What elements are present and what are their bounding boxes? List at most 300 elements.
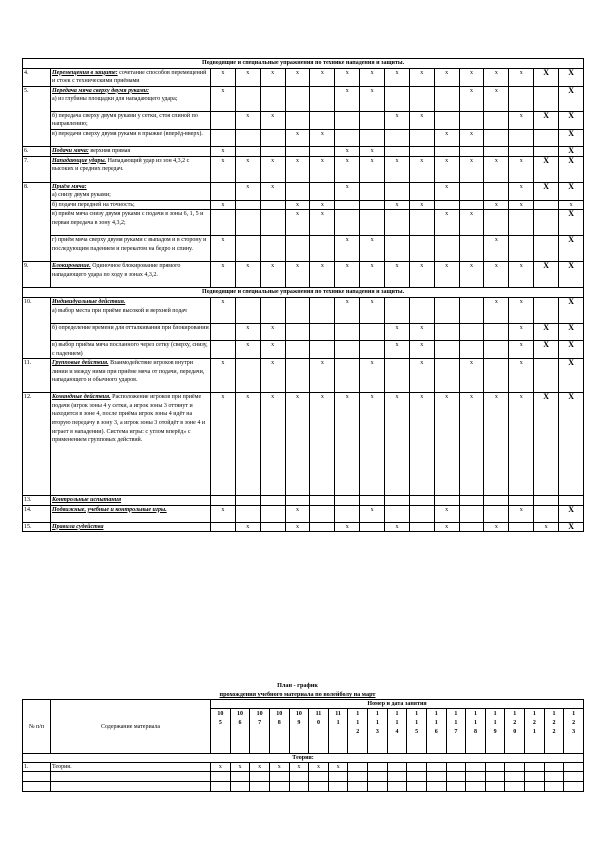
- exercise-row: [23, 68, 584, 86]
- lesson-mark: [385, 146, 410, 156]
- lesson-number: [446, 709, 466, 754]
- lesson-mark: [335, 340, 360, 358]
- row-number: 7.: [23, 156, 51, 182]
- empty-cell: [485, 772, 505, 782]
- exercise-title: Контрольные испытания: [52, 497, 122, 504]
- empty-cell: [250, 772, 270, 782]
- lesson-number-part: 11: [315, 711, 322, 717]
- lesson-mark: [434, 111, 459, 129]
- lesson-mark: [459, 236, 484, 262]
- lesson-number-part: 1: [395, 720, 399, 726]
- lesson-mark: х: [509, 200, 534, 210]
- lesson-mark: х: [459, 156, 484, 182]
- exercise-title: Правила судейства: [52, 523, 104, 530]
- lesson-mark: [385, 210, 410, 236]
- lesson-mark: х: [409, 111, 434, 129]
- lesson-mark: х: [335, 146, 360, 156]
- lesson-mark: х: [310, 129, 335, 146]
- empty-cell: [446, 772, 466, 782]
- lesson-mark: [310, 323, 335, 340]
- lesson-number-part: 1: [473, 711, 477, 717]
- exercise-content: [51, 262, 211, 288]
- lesson-mark: х: [360, 262, 385, 288]
- lesson-mark: х: [509, 68, 534, 86]
- lesson-mark: х: [235, 262, 260, 288]
- lesson-mark: [459, 200, 484, 210]
- lesson-mark: Х: [559, 262, 584, 288]
- lesson-mark: х: [484, 86, 509, 111]
- empty-cell: [51, 782, 211, 792]
- lesson-mark: х: [459, 210, 484, 236]
- exercise-description: в) выбор приёма мяча посланного через сетку (сверху, снизу, с падением): [52, 341, 208, 357]
- empty-plan-row: [23, 782, 584, 792]
- exercise-description: Расположение игроков при приёме подачи (игрок зоны 4 у сетки, а игрок зоны 3 оттянут и находится в зоне 4, после приёма игрок зоны 4 идёт на вторую передачу в зону 3, а игрок зоны 3 отойдёт в зоне 4 и играет в нападении). Система игры: с углом вперёд» с применением групповых действий.: [52, 394, 206, 444]
- empty-cell: [426, 772, 446, 782]
- lesson-number-part: 1: [493, 711, 497, 717]
- lesson-mark: х: [509, 359, 534, 393]
- lesson-mark: [285, 86, 310, 111]
- lesson-mark: х: [434, 262, 459, 288]
- lesson-mark: [409, 522, 434, 532]
- lesson-mark: х: [509, 297, 534, 323]
- lesson-mark: Х: [559, 359, 584, 393]
- lesson-mark: [260, 236, 285, 262]
- lesson-mark: [310, 146, 335, 156]
- empty-plan-row: [23, 772, 584, 782]
- lesson-mark: [434, 359, 459, 393]
- exercise-content: [51, 236, 211, 262]
- lesson-mark: х: [285, 262, 310, 288]
- lesson-mark: [385, 359, 410, 393]
- lesson-mark: х: [385, 111, 410, 129]
- empty-cell: [211, 782, 231, 792]
- row-number: 5.: [23, 86, 51, 146]
- lesson-mark: [235, 146, 260, 156]
- lesson-number-part: 6: [434, 729, 438, 735]
- lesson-number-part: 3: [572, 729, 576, 735]
- lesson-mark: х: [484, 262, 509, 288]
- lesson-mark: х: [285, 129, 310, 146]
- lesson-number-part: 1: [532, 729, 536, 735]
- lesson-mark: х: [260, 340, 285, 358]
- lesson-number-part: 1: [572, 711, 576, 717]
- lesson-number-part: 1: [454, 711, 458, 717]
- march-schedule-table: [22, 699, 584, 792]
- lesson-mark: [466, 763, 486, 772]
- lesson-mark: [360, 182, 385, 200]
- lesson-number-part: 0: [513, 729, 517, 735]
- lesson-mark: х: [484, 68, 509, 86]
- lesson-mark: х: [285, 156, 310, 182]
- lesson-mark: х: [310, 156, 335, 182]
- lesson-mark: Х: [559, 182, 584, 200]
- lesson-mark: х: [409, 323, 434, 340]
- lesson-number-part: 5: [415, 729, 419, 735]
- exercise-title: Командные действия.: [52, 394, 111, 401]
- exercise-row: [23, 86, 584, 111]
- empty-cell: [466, 782, 486, 792]
- exercise-row: [23, 111, 584, 129]
- lesson-number-part: 1: [513, 711, 517, 717]
- lesson-mark: [534, 146, 559, 156]
- lesson-mark: [484, 496, 509, 506]
- lesson-mark: [434, 200, 459, 210]
- dates-header: Номер и дата занятия: [211, 700, 584, 709]
- lesson-mark: Х: [534, 111, 559, 129]
- exercise-row: [23, 393, 584, 496]
- lesson-number-part: 4: [395, 729, 399, 735]
- lesson-mark: [409, 129, 434, 146]
- lesson-mark: [260, 86, 285, 111]
- lesson-mark: [285, 297, 310, 323]
- lesson-mark: х: [211, 68, 236, 86]
- lesson-mark: [446, 763, 466, 772]
- lesson-mark: [360, 200, 385, 210]
- lesson-number-part: 7: [258, 720, 262, 726]
- lesson-mark: х: [409, 262, 434, 288]
- lesson-mark: [385, 182, 410, 200]
- lesson-number: [505, 709, 525, 754]
- exercise-row: [23, 156, 584, 182]
- content-header: Содержание материала: [51, 700, 211, 754]
- lesson-mark: х: [484, 236, 509, 262]
- lesson-mark: х: [260, 262, 285, 288]
- lesson-mark: [360, 522, 385, 532]
- section-header-row: [23, 288, 584, 298]
- lesson-mark: [459, 297, 484, 323]
- lesson-mark: [525, 763, 545, 772]
- lesson-number: [426, 709, 446, 754]
- empty-cell: [368, 782, 388, 792]
- lesson-mark: [335, 359, 360, 393]
- lesson-mark: [484, 146, 509, 156]
- lesson-number-part: 1: [473, 720, 477, 726]
- lesson-mark: х: [310, 359, 335, 393]
- lesson-mark: [407, 763, 427, 772]
- lesson-mark: х: [211, 156, 236, 182]
- lesson-number: [466, 709, 486, 754]
- exercise-content: [51, 156, 211, 182]
- lesson-mark: [310, 522, 335, 532]
- exercise-description: Нападающий удар из зон 4,3,2 с высоких и средних передач.: [52, 157, 190, 173]
- empty-cell: [269, 782, 289, 792]
- lesson-mark: [534, 297, 559, 323]
- lesson-mark: х: [285, 522, 310, 532]
- lesson-mark: х: [260, 323, 285, 340]
- exercise-row: [23, 236, 584, 262]
- lesson-number-part: 2: [572, 720, 576, 726]
- lesson-mark: х: [360, 146, 385, 156]
- lesson-mark: х: [360, 236, 385, 262]
- lesson-mark: [484, 359, 509, 393]
- exercise-content: [51, 129, 211, 146]
- lesson-mark: [484, 340, 509, 358]
- lesson-number-part: 8: [277, 720, 281, 726]
- exercise-row: [23, 359, 584, 393]
- training-exercises-table: [22, 58, 584, 532]
- lesson-mark: [434, 297, 459, 323]
- exercise-description: Взаимодействие игроков внутри линии и между ними при приёме мяча от подачи, передачи, нападающего и обычного ударов.: [52, 360, 205, 384]
- lesson-mark: х: [230, 763, 250, 772]
- lesson-mark: [360, 129, 385, 146]
- lesson-number-part: 1: [532, 711, 536, 717]
- lesson-mark: [260, 210, 285, 236]
- lesson-mark: [509, 236, 534, 262]
- lesson-number: [269, 709, 289, 754]
- exercise-row: [23, 262, 584, 288]
- lesson-number-part: 3: [375, 729, 379, 735]
- lesson-mark: [409, 86, 434, 111]
- lesson-mark: х: [459, 262, 484, 288]
- lesson-mark: [310, 86, 335, 111]
- exercise-description: сочетание способов перемещений и стоек с техническими приёмами: [52, 69, 207, 85]
- lesson-mark: [459, 522, 484, 532]
- lesson-mark: [459, 111, 484, 129]
- empty-cell: [407, 782, 427, 792]
- lesson-mark: х: [335, 393, 360, 496]
- empty-cell: [387, 772, 407, 782]
- empty-cell: [544, 782, 564, 792]
- lesson-number: [407, 709, 427, 754]
- lesson-number: [485, 709, 505, 754]
- empty-cell: [426, 782, 446, 792]
- lesson-mark: х: [211, 86, 236, 111]
- theory-header-row: [23, 754, 584, 763]
- lesson-mark: х: [335, 86, 360, 111]
- empty-cell: [23, 772, 51, 782]
- lesson-mark: [385, 496, 410, 506]
- lesson-number-part: 2: [513, 720, 517, 726]
- exercise-row: [23, 496, 584, 506]
- lesson-mark: х: [484, 200, 509, 210]
- lesson-mark: х: [211, 359, 236, 393]
- lesson-number-part: 2: [532, 720, 536, 726]
- exercise-title: Приём мяча:: [52, 183, 87, 190]
- lesson-mark: Х: [559, 323, 584, 340]
- lesson-number: [309, 709, 329, 754]
- lesson-number-part: 5: [218, 720, 222, 726]
- lesson-mark: х: [211, 236, 236, 262]
- lesson-mark: х: [409, 200, 434, 210]
- lesson-mark: [285, 359, 310, 393]
- lesson-number-part: 1: [415, 711, 419, 717]
- lesson-mark: х: [211, 505, 236, 522]
- lesson-mark: [385, 505, 410, 522]
- lesson-mark: Х: [559, 297, 584, 323]
- exercise-title: Подачи мяча:: [52, 147, 89, 154]
- lesson-number-part: 1: [356, 711, 360, 717]
- lesson-mark: х: [459, 393, 484, 496]
- lesson-number: [211, 709, 231, 754]
- lesson-mark: [509, 496, 534, 506]
- lesson-mark: [385, 86, 410, 111]
- lesson-number-part: 2: [552, 729, 556, 735]
- lesson-mark: [409, 297, 434, 323]
- lesson-mark: [534, 505, 559, 522]
- empty-cell: [525, 772, 545, 782]
- lesson-mark: х: [260, 393, 285, 496]
- exercise-row: [23, 200, 584, 210]
- lesson-number-part: 0: [316, 720, 320, 726]
- lesson-number-part: 1: [336, 720, 340, 726]
- lesson-mark: х: [509, 182, 534, 200]
- lesson-mark: х: [484, 297, 509, 323]
- lesson-mark: [285, 182, 310, 200]
- lesson-mark: [211, 111, 236, 129]
- exercise-description: б) определение времени для отталкивания при блокировании: [52, 324, 209, 331]
- exercise-content: [51, 505, 211, 522]
- lesson-mark: х: [211, 763, 231, 772]
- lesson-mark: х: [289, 763, 309, 772]
- exercise-row: [23, 323, 584, 340]
- lesson-mark: х: [285, 68, 310, 86]
- lesson-mark: [360, 496, 385, 506]
- lesson-mark: [484, 210, 509, 236]
- lesson-number-part: 10: [295, 711, 302, 717]
- row-number: 1.: [23, 763, 51, 772]
- lesson-mark: х: [509, 393, 534, 496]
- lesson-mark: [360, 210, 385, 236]
- lesson-mark: Х: [559, 340, 584, 358]
- lesson-mark: Х: [534, 68, 559, 86]
- lesson-mark: х: [459, 86, 484, 111]
- lesson-mark: х: [559, 200, 584, 210]
- lesson-mark: [509, 146, 534, 156]
- row-number: 13.: [23, 496, 51, 506]
- exercise-description: в) передачи сверху двумя руками в прыжке (вперёд-вверх).: [52, 130, 203, 137]
- lesson-mark: [211, 323, 236, 340]
- lesson-mark: [211, 340, 236, 358]
- lesson-mark: [534, 129, 559, 146]
- lesson-mark: х: [285, 210, 310, 236]
- exercise-title: Блокирование.: [52, 263, 91, 270]
- lesson-number-part: 1: [552, 711, 556, 717]
- lesson-mark: [285, 236, 310, 262]
- lesson-mark: [235, 86, 260, 111]
- exercise-title: Передача мяча сверху двумя руками:: [52, 87, 150, 94]
- lesson-number-part: 6: [238, 720, 242, 726]
- lesson-mark: х: [434, 129, 459, 146]
- lesson-number-part: 2: [356, 729, 360, 735]
- lesson-mark: [285, 496, 310, 506]
- empty-cell: [230, 782, 250, 792]
- lesson-mark: Х: [534, 262, 559, 288]
- lesson-mark: х: [235, 323, 260, 340]
- lesson-mark: Х: [559, 68, 584, 86]
- lesson-mark: х: [509, 340, 534, 358]
- empty-cell: [23, 782, 51, 792]
- lesson-mark: [385, 129, 410, 146]
- lesson-mark: [285, 111, 310, 129]
- num-header: № п/п: [23, 700, 51, 754]
- lesson-mark: х: [385, 522, 410, 532]
- section-header: Подводящие и специальные упражнения по технике нападения и защиты.: [23, 59, 584, 69]
- empty-cell: [211, 772, 231, 782]
- lesson-mark: х: [235, 340, 260, 358]
- exercise-description: б) передача сверху двумя руками у сетки, стоя спиной по направлению;: [52, 112, 198, 128]
- exercise-content: [51, 359, 211, 393]
- lesson-mark: х: [260, 68, 285, 86]
- lesson-mark: [484, 323, 509, 340]
- lesson-number-part: 1: [434, 720, 438, 726]
- lesson-mark: х: [310, 210, 335, 236]
- lesson-number: [387, 709, 407, 754]
- exercise-title: Нападающие удары.: [52, 157, 107, 164]
- lesson-mark: [285, 340, 310, 358]
- lesson-number-part: 10: [236, 711, 243, 717]
- lesson-mark: х: [409, 68, 434, 86]
- lesson-number: [564, 709, 584, 754]
- lesson-mark: х: [484, 156, 509, 182]
- lesson-mark: х: [260, 359, 285, 393]
- exercise-description: а) из глубины площадки для нападающего удара;: [52, 96, 178, 103]
- lesson-mark: х: [509, 323, 534, 340]
- lesson-number: [328, 709, 348, 754]
- lesson-mark: х: [509, 505, 534, 522]
- lesson-number-part: 1: [493, 720, 497, 726]
- lesson-mark: х: [335, 522, 360, 532]
- row-number: 8.: [23, 182, 51, 262]
- lesson-mark: [459, 496, 484, 506]
- lesson-mark: [459, 340, 484, 358]
- lesson-mark: [409, 236, 434, 262]
- lesson-mark: [509, 522, 534, 532]
- lesson-mark: х: [211, 393, 236, 496]
- empty-cell: [505, 782, 525, 792]
- lesson-number-part: 7: [454, 729, 458, 735]
- lesson-mark: [509, 210, 534, 236]
- lesson-mark: [409, 146, 434, 156]
- lesson-mark: [335, 496, 360, 506]
- lesson-mark: Х: [559, 111, 584, 129]
- lesson-mark: х: [434, 393, 459, 496]
- lesson-mark: х: [360, 68, 385, 86]
- lesson-mark: [335, 129, 360, 146]
- exercise-row: [23, 210, 584, 236]
- lesson-mark: [434, 496, 459, 506]
- lesson-mark: [409, 210, 434, 236]
- lesson-number-part: 1: [415, 720, 419, 726]
- lesson-mark: [505, 763, 525, 772]
- empty-cell: [446, 782, 466, 792]
- lesson-mark: х: [385, 200, 410, 210]
- lesson-mark: х: [360, 505, 385, 522]
- lesson-mark: [235, 200, 260, 210]
- lesson-mark: [434, 340, 459, 358]
- lesson-mark: [211, 496, 236, 506]
- lesson-mark: [285, 146, 310, 156]
- lesson-mark: х: [211, 297, 236, 323]
- lesson-mark: [335, 505, 360, 522]
- lesson-mark: [459, 323, 484, 340]
- lesson-mark: х: [409, 393, 434, 496]
- empty-cell: [348, 772, 368, 782]
- lesson-mark: х: [309, 763, 329, 772]
- lesson-number-part: 8: [473, 729, 477, 735]
- exercise-title: Индивидуальные действия.: [52, 298, 126, 305]
- lesson-number-part: 2: [552, 720, 556, 726]
- lesson-mark: [335, 111, 360, 129]
- empty-cell: [466, 772, 486, 782]
- lesson-mark: [235, 505, 260, 522]
- exercise-content: [51, 297, 211, 323]
- exercise-title: Перемещения в защите:: [52, 69, 118, 76]
- lesson-mark: Х: [559, 522, 584, 532]
- exercise-description: Одиночное блокирование прямого нападающего удара по ходу в зонах 4,3,2.: [52, 263, 181, 278]
- lesson-mark: Х: [534, 340, 559, 358]
- lesson-mark: [559, 496, 584, 506]
- lesson-mark: [534, 200, 559, 210]
